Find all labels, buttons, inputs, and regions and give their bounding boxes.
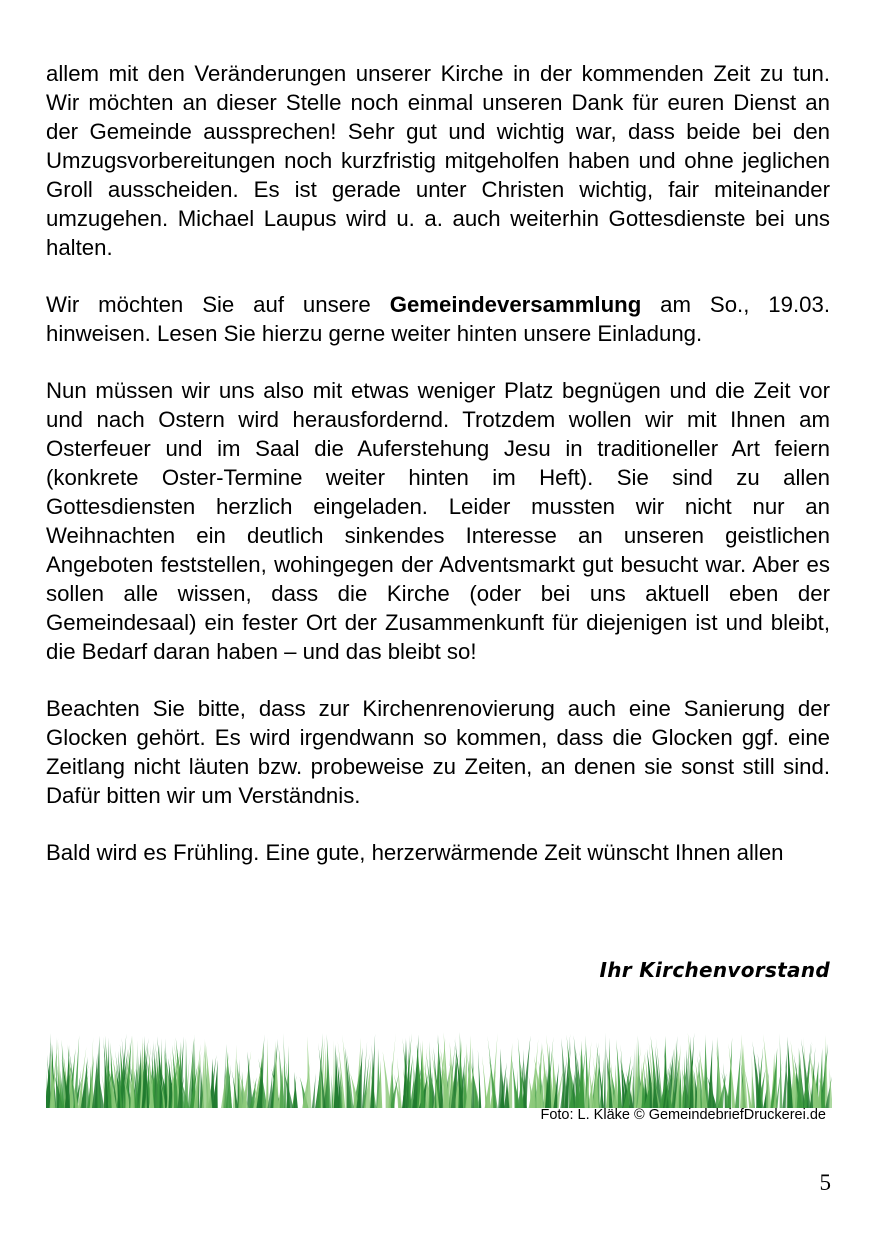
page-number: 5: [819, 1170, 831, 1195]
photo-credit: Foto: L. Kläke © GemeindebriefDruckerei.de: [540, 1107, 826, 1123]
meeting-text-start: Wir möchten Sie auf unsere: [46, 292, 390, 317]
paragraph-meeting: [46, 290, 830, 348]
paragraph-spring: Bald wird es Frühling. Eine gute, herzerwärmende Zeit wünscht Ihnen allen: [46, 840, 784, 865]
meeting-text-end: am So., 19.03. hinweisen. Lesen Sie hierzu gerne weiter hinten unsere Einladung.: [46, 292, 830, 346]
paragraph-thanks: allem mit den Veränderungen unserer Kirche in der kommenden Zeit zu tun. Wir möchten an dieser Stelle noch einmal unseren Dank für euren Dienst an der Gemeinde aussprechen! Sehr gut und wichtig war, dass beide bei den Umzugsvorbereitungen noch kurzfristig mitgeholfen haben und ohne jeglichen Groll ausscheiden. Es ist gerade unter Christen wichtig, fair miteinander umzugehen. Michael Laupus wird u. a. auch weiterhin Gottesdienste bei uns halten.: [46, 61, 830, 260]
signature: Ihr Kirchenvorstand: [599, 958, 830, 982]
grass-image: [46, 1030, 832, 1108]
article-body: [46, 59, 830, 895]
paragraph-bells: Beachten Sie bitte, dass zur Kirchenrenovierung auch eine Sanierung der Glocken gehört. Es wird irgendwann so kommen, dass die Glocken ggf. eine Zeitlang nicht läuten bzw. probeweise zu Zeiten, an denen sie sonst still sind. Dafür bitten wir um Verständnis.: [46, 696, 830, 808]
paragraph-easter: Nun müssen wir uns also mit etwas weniger Platz begnügen und die Zeit vor und nach Ostern wird herausfordernd. Trotzdem wollen wir mit Ihnen am Osterfeuer und im Saal die Auferstehung Jesu in traditioneller Art feiern (konkrete Oster-Termine weiter hinten im Heft). Sie sind zu allen Gottesdiensten herzlich eingeladen. Leider mussten wir nicht nur an Weihnachten ein deutlich sinkendes Interesse an unseren geistlichen Angeboten feststellen, wohingegen der Adventsmarkt gut besucht war. Aber es sollen alle wissen, dass die Kirche (oder bei uns aktuell eben der Gemeindesaal) ein fester Ort der Zusammenkunft für diejenigen ist und bleibt, die Bedarf daran haben – und das bleibt so!: [46, 378, 830, 664]
meeting-highlight: Gemeindeversammlung: [389, 292, 642, 317]
